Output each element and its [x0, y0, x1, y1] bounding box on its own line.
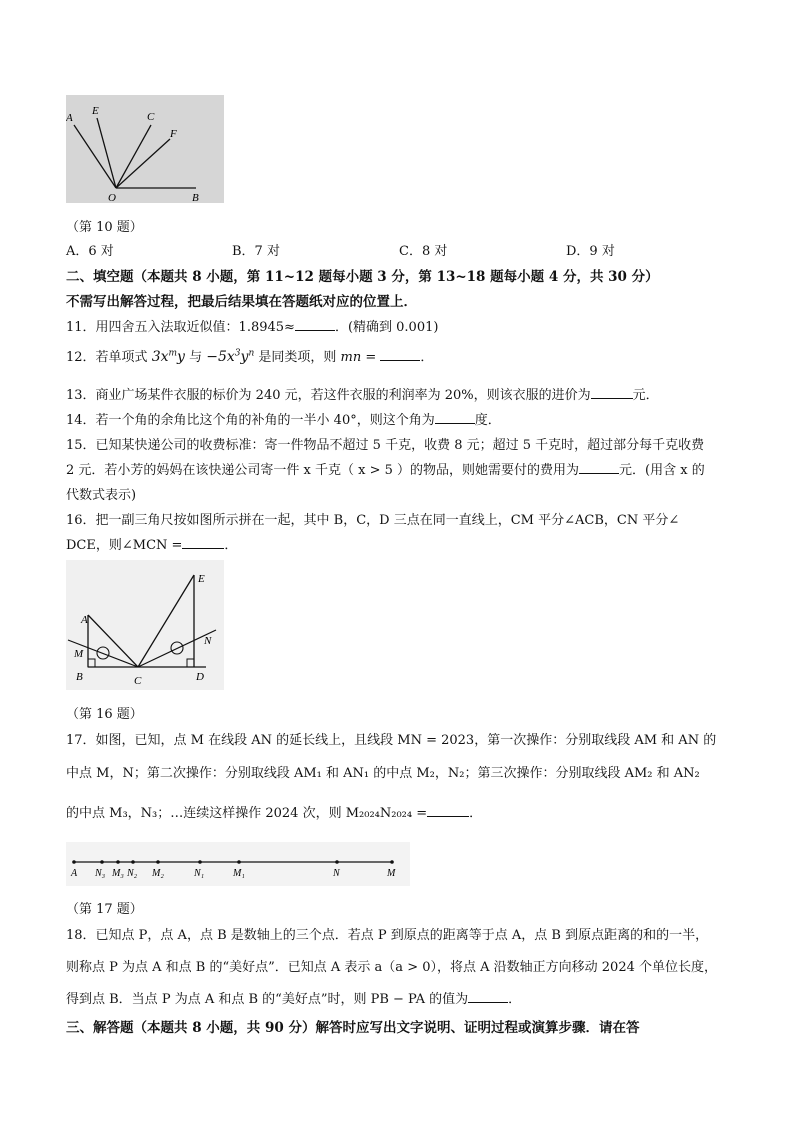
section2-heading: 二、填空题（本题共 8 小题，第 11~12 题每小题 3 分，第 13~18 题每小题 4 分，共 30 分）	[66, 269, 659, 285]
q18-line3: 得到点 B．当点 P 为点 A 和点 B 的“美好点”时，则 PB − PA 的值为	[66, 992, 469, 1007]
q12-monomial-1: $3x^my$	[151, 348, 185, 365]
question-14	[66, 409, 501, 428]
fig10-label-c: C	[147, 111, 155, 123]
q15-line3: 代数式表示)	[66, 488, 137, 503]
section3-heading: 三、解答题（本题共 8 小题，共 90 分）解答时应写出文字说明、证明过程或演算步骤．请在答	[66, 1020, 640, 1036]
q16-tail: ．	[224, 538, 238, 553]
q17-line2: 中点 M，N；第二次操作：分别取线段 AM₁ 和 AN₁ 的中点 M₂，N₂；第三次操作：分别取线段 AM₂ 和 AN₂	[66, 766, 700, 781]
fig17-label-n: N	[333, 868, 340, 879]
fig16-label-m: M	[74, 648, 84, 660]
q12-monomial-2: $-5x^3y^n$	[206, 348, 255, 365]
q14-tail: 度．	[474, 413, 501, 428]
figure-q10	[66, 95, 224, 203]
q18-answer-blank	[468, 989, 508, 1003]
fig10-caption: （第 10 题）	[66, 220, 143, 235]
q17-line3: 的中点 M₃，N₃；…连续这样操作 2024 次，则 M₂₀₂₄N₂₀₂₄ =	[66, 806, 428, 821]
q10-option-b: B．7 对	[232, 244, 280, 259]
fig10-label-f: F	[170, 128, 177, 140]
q15-line1: 15．已知某快递公司的收费标准：寄一件物品不超过 5 千克，收费 8 元；超过 5 千克时，超过部分每千克收费	[66, 438, 705, 453]
figure-q17	[66, 842, 410, 886]
q16-answer-blank	[182, 535, 224, 549]
q13-tail: 元．	[632, 388, 659, 403]
q14-text: 14．若一个角的余角比这个角的补角的一半小 40°，则这个角为	[66, 413, 435, 428]
q16-line1: 16．把一副三角尺按如图所示拼在一起，其中 B，C，D 三点在同一直线上，CM 平分∠ACB，CN 平分∠	[66, 513, 680, 528]
fig16-label-c: C	[134, 675, 142, 687]
section2-instruction: 不需写出解答过程，把最后结果填在答题纸对应的位置上．	[66, 294, 417, 310]
fig16-label-e: E	[198, 573, 205, 585]
question-15-line2	[66, 459, 705, 478]
figure-q16	[66, 560, 224, 690]
question-17-line3	[66, 802, 482, 821]
q12-tail: ．	[420, 350, 434, 365]
fig17-label-m1: M₁	[233, 868, 245, 879]
q10-option-a: A．6 对	[66, 244, 114, 259]
q16-line2: DCE，则∠MCN =	[66, 538, 183, 553]
fig16-label-n: N	[204, 635, 212, 647]
question-11	[66, 316, 438, 335]
q13-text: 13．商业广场某件衣服的标价为 240 元，若这件衣服的利润率为 20%，则该衣服的进价为	[66, 388, 591, 403]
fig10-label-o: O	[108, 192, 116, 203]
fig16-label-a: A	[81, 614, 88, 626]
q17-answer-blank	[427, 803, 469, 817]
figure-q17-diagram	[66, 842, 410, 886]
q11-answer-blank	[295, 317, 335, 331]
q15-answer-blank	[579, 460, 619, 474]
fig17-label-m2: M₂	[152, 868, 164, 879]
q12-mid: 与	[184, 350, 207, 365]
question-13	[66, 384, 659, 403]
q18-line1: 18．已知点 P，点 A，点 B 是数轴上的三个点．若点 P 到原点的距离等于点 A，点 B 到原点距离的和的一半，	[66, 928, 709, 943]
q15-line2b: 元．(用含 x 的	[619, 463, 705, 478]
q17-tail: ．	[469, 806, 483, 821]
q15-line2a: 2 元．若小芳的妈妈在该快递公司寄一件 x 千克（ x > 5 ）的物品，则她需要付的费用为	[66, 463, 580, 478]
question-12: 12．若单项式 $3x^my$ 与 $-5x^3y^n$ 是同类项，则 mn = ．	[66, 348, 434, 365]
q11-tail: ．(精确到 0.001)	[334, 320, 439, 335]
fig16-label-d: D	[196, 671, 204, 683]
q12-expression: mn	[340, 350, 362, 365]
fig17-label-n2: N₂	[127, 868, 138, 879]
fig17-caption: （第 17 题）	[66, 902, 143, 917]
q18-tail: ．	[508, 992, 522, 1007]
q12-pre: 12．若单项式	[66, 350, 152, 365]
fig17-label-m3: M₃	[112, 868, 124, 879]
q14-answer-blank	[435, 410, 475, 424]
fig17-label-n3: N₃	[95, 868, 106, 879]
q17-line1: 17．如图，已知，点 M 在线段 AN 的延长线上，且线段 MN = 2023，第一次操作：分别取线段 AM 和 AN 的	[66, 733, 717, 748]
q12-answer-blank	[380, 347, 420, 361]
fig10-label-a: A	[66, 112, 73, 124]
q11-text: 11．用四舍五入法取近似值：1.8945≈	[66, 320, 295, 335]
fig17-label-a: A	[71, 868, 78, 879]
q12-post: 是同类项，则	[254, 350, 341, 365]
question-16-line2	[66, 534, 237, 553]
q18-line2: 则称点 P 为点 A 和点 B 的“美好点”．已知点 A 表示 a（a > 0），将点 A 沿数轴正方向移动 2024 个单位长度，	[66, 960, 717, 975]
fig10-label-e: E	[92, 105, 99, 117]
fig17-label-n1: N₁	[194, 868, 205, 879]
q10-option-d: D．9 对	[566, 244, 615, 259]
fig16-caption: （第 16 题）	[66, 707, 143, 722]
fig10-label-b: B	[192, 192, 199, 203]
q10-option-c: C．8 对	[399, 244, 448, 259]
figure-q10-diagram	[66, 95, 224, 203]
figure-q16-diagram	[66, 560, 224, 690]
q13-answer-blank	[591, 385, 633, 399]
fig16-label-b: B	[76, 671, 83, 683]
fig17-label-m: M	[387, 868, 396, 879]
question-18-line3	[66, 988, 521, 1007]
